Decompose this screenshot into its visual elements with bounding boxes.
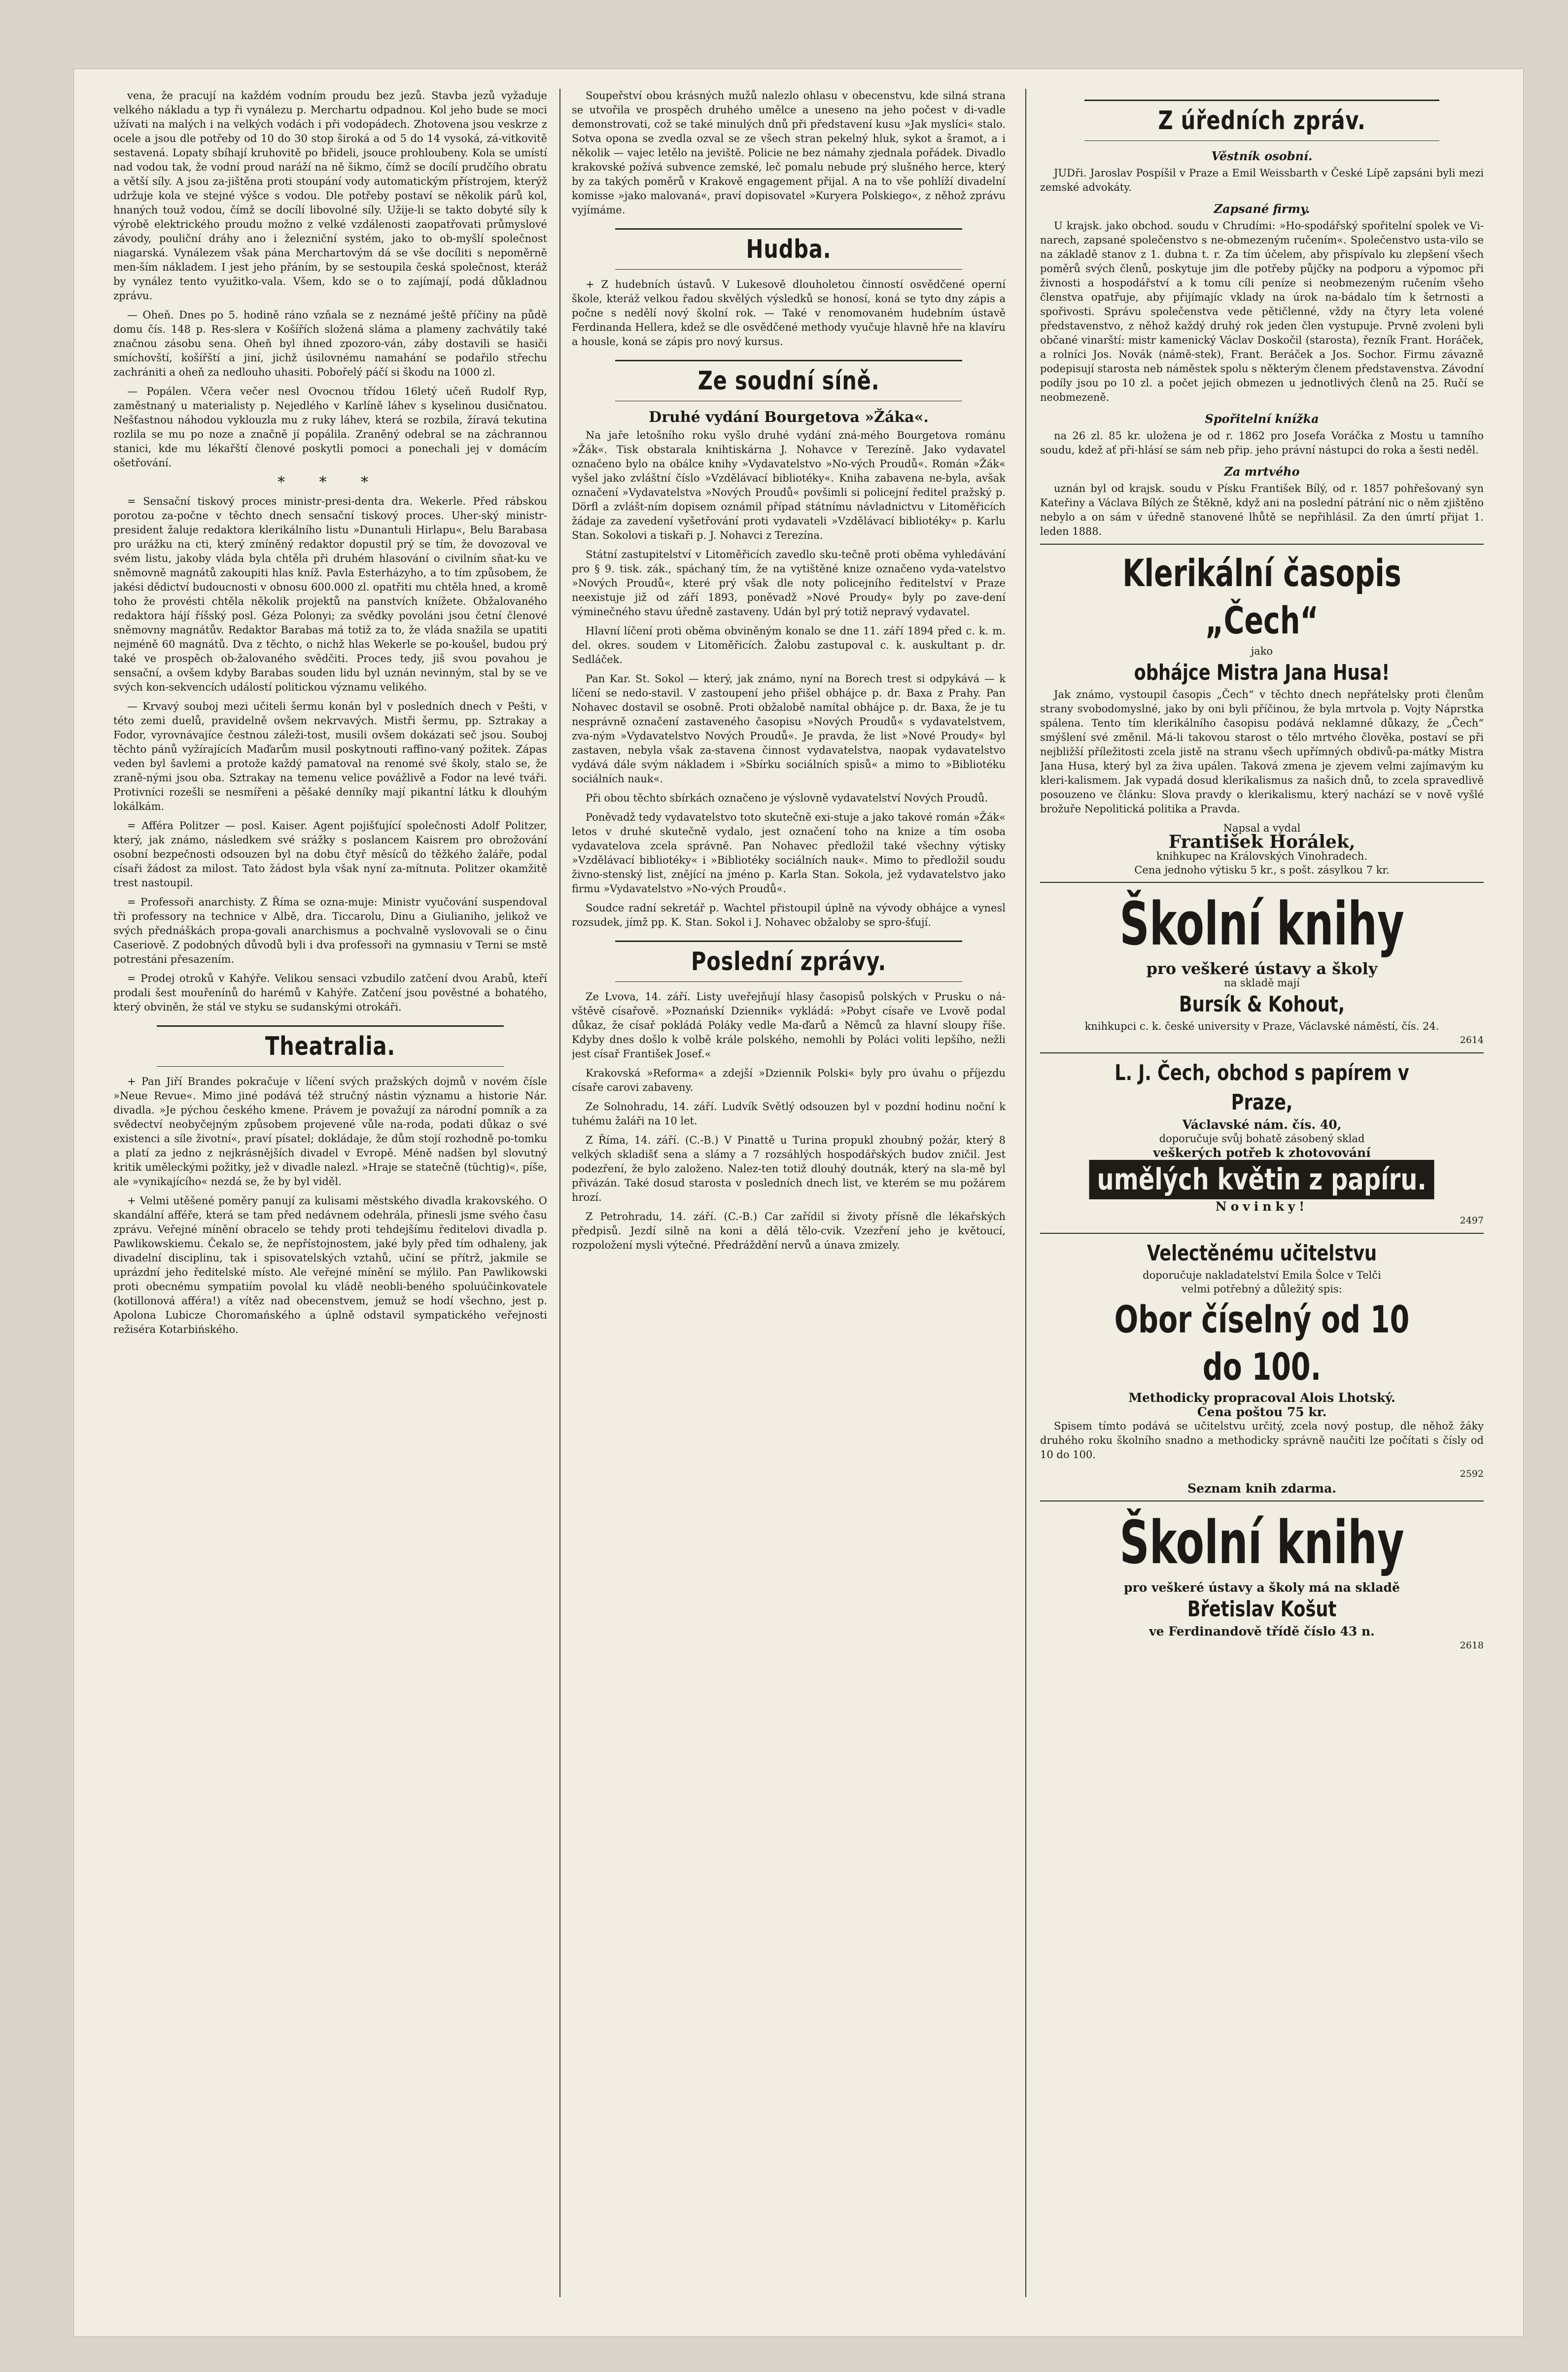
column-left: [113, 89, 547, 2307]
ad-school-books-1: [1040, 882, 1484, 1052]
ad-title: Školní knihy: [1119, 890, 1404, 959]
ad-text: Jak známo, vystoupil časopis „Čech“ v těchto dnech nepřátelsky proti členům strany svobodomyslné, jako by oni byli příčinou, že byla mrtvola p. Vojty Náprstka spálena. Tento tím klerikálního časopisu podává neklamné důkazy, že „Čech“ smýšlení své změnil. Má-li takovou starost o tělo mrtvého člověka, postaví se při nejbližší příležitosti zcela jistě na stranu všech upřímných obdivů-pa-mátky Mistra Jana Husa, který byl za živa upálen. Taková zmena je zjevem velmi zajímavým ku kleri-kalismem. Jak vypadá dosud klerikalismus za našich dnů, to zcela spravedlivě posouzeno ve článku: Slova pravdy o klerikalismu, který nachází se v nově vyšlé brožuře Nepolitická politika a Pravda.: [1040, 689, 1484, 815]
ad-number: 2592: [1460, 1468, 1484, 1479]
ad-line: knihkupec na Královských Vinohradech.: [1156, 850, 1368, 862]
ad-line: veškerých potřeb k zhotovování: [1153, 1146, 1371, 1160]
latest-petersburg: Z Petrohradu, 14. září. (C.-B.) Car zařídil si životy přísně dle lékařských předpisů. Jezdí silně na koni a dělá tělo-cvik. Vzezření jeho je květoucí, rozpoložení mysli výtečné. Předráždění nervů a únava zmizely.: [572, 1211, 1006, 1251]
ad-firm: Bursík & Kohout,: [1179, 992, 1345, 1017]
ad-subtitle: pro veškeré ústavy a školy má na skladě: [1124, 1580, 1400, 1595]
column-right: [1040, 89, 1484, 2307]
theatre-brandes: + Pan Jiří Brandes pokračuje v líčení svých pražských dojmů v novém čísle »Neue Revue«. Mimo jiné podává též stručný nástin významu a historie Nár. divadla. »Je pýchou českého kmene. Právem je považují za národní pomník a za svědectví neobyčejným způsobem projevené vůle na-roda, podati důkaz o své existenci a síle životní«, praví písatel; dokládaje, že dům stojí rozhodně po-tomku a platí za jedno z nejkrásnějších divadel v Evropě. Méně nadšen byl slovutný kritik uměleckými požitky, jež v divadle nalezl. »Hraje se statečně (tüchtig)«, píše, ale »vynikajícího« nezdá se, že by byl viděl.: [113, 1076, 547, 1187]
official-text: U krajsk. jako obchod. soudu v Chrudími: »Ho-spodářský spořitelní spolek ve Vi-narech, zapsané společenstvo s ne-obmezeným ručením«. Společenstvo usta-vilo se na základě stanov z 1. dubna t. r. Za tím účelem, aby přispívalo ku zlepšení všech poměrů svých členů, poskytuje jim dle potřeby půjčky na podporu a výpomoc při živnosti a hospodářství a k tomu cíli peníze si neobmezeným ručením všeho členstva opatřuje, aby přijímajíc vklady na úrok na-bádalo tím k šetrnosti a spořivosti. Správu společenstva vede pětičlenné, vždy na čtyry leta volené představenstvo, z něhož každý druhý rok jeden člen vystupuje. Prvně zvoleni byli občané vinarští: mistr kamenický Václav Doskočil (starosta), řezník Frant. Horáček, a rolníci Jos. Novák (námě-stek), Frant. Beráček a Jos. Sochor. Firmu závazně podepisují starosta neb náměstek spolu s některým členem představenstva. Závodní podíly jsou po 10 zl. a počet jejich obmezen u jednotlivých členů na 25. Ručí se neobmezeně.: [1040, 220, 1484, 403]
music-schools: + Z hudebních ústavů. V Lukesově dlouholetou činností osvědčené operní škole, kteráž velkou řadou skvělých výsledků se honosí, koná se tyto dny zápis a počne s nedělí nový školní rok. — Také v renomovaném hudebním ústavě Ferdinanda Hellera, kdež se dle osvědčené methody vyučuje hlavně hře na klavíru a housle, koná se zápis pro nový kursus.: [572, 279, 1006, 348]
ad-line: velmi potřebný a důležitý spis:: [1182, 1283, 1342, 1295]
ad-price: Cena jednoho výtisku 5 kr., s pošt. zásylkou 7 kr.: [1134, 864, 1390, 876]
ad-line: doporučuje nakladatelství Emila Šolce v Telči: [1143, 1269, 1381, 1281]
ad-line: doporučuje svůj bohatě zásobený sklad: [1159, 1133, 1365, 1145]
latest-lvov: Ze Lvova, 14. září. Listy uveřejňují hlasy časopisů polských v Prusku o ná-vštěvě císařově. »Poznańskí Dziennik« vykládá: »Pobyt císaře ve Lvově podal důkaz, že císař pokládá Poláky vedle Ma-ďarů a Němců za hlavní sloupy říše. Kdyby dnes došlo k volbě krále polského, nemohli by Poláci voliti lepšího, nežli jest císař František Josef.«: [572, 991, 1006, 1060]
theatre-krakow: + Velmi utěšené poměry panují za kulisami městského divadla krakovského. O skandální afféře, která se tam před nedávnem odehrála, přinesli jsme svého času zprávu. Veřejné mínění obracelo se tehdy proti tehdejšímu ředitelovi divadla p. Pawlikowskiemu. Čekalo se, že nepřístojnostem, jaké byly před tím odhaleny, jak divadelní disciplinu, tak i spisovatelských vztahů, učiní se přítrž, jakmile se uprázdní jeho ředitelské místo. Ale veřejné mínění se mýlilo. Pan Pawlikowski proti obecnému sympatiím povolal ku vládě neobli-beného spoluúčinkovatele (kotillonová afféra!) a vítěz nad obecenstvem, jemuž se hodí všechno, jest p. Apolona Lubicze Choromańského a úplně odstavil sympatického veřejnosti režiséra Kotarbińského.: [113, 1195, 547, 1335]
ad-banner: umělých květin z papíru.: [1089, 1160, 1434, 1199]
ad-school-books-2: [1040, 1500, 1484, 1658]
court-text: Při obou těchto sbírkách označeno je výslovně vydavatelství Nových Proudů.: [586, 792, 988, 804]
ad-line: na skladě mají: [1224, 977, 1300, 989]
latest-rome: Z Říma, 14. září. (C.-B.) V Pinattě u Turina propukl zhoubný požár, který 8 velkých skladišť sena a slámy a 7 rozsáhlých hospodářských budov zničil. Jest podezření, že bylo založeno. Nalez-ten totiž dlouhý doutnák, který na sla-mě byl přivázán. Také dosud starosta v posledních dnech list, ve kterém se mu požárem hrozí.: [572, 1134, 1006, 1203]
news-fire: — Oheň. Dnes po 5. hodině ráno vzňala se z neznámé ještě příčiny na půdě domu čís. 148 p. Res-slera v Košířích složená sláma a plameny zachvátily také značnou zásobu sena. Oheň byl ihned zpozoro-ván, záby dostavili se hasiči smíchovští, košířští a jiní, jichž úsilovnému namahání se podařilo střechu zachrániti a oheň za nedlouho uhasiti. Pobořelý páčí si škodu na 1000 zl.: [113, 309, 547, 378]
ad-text: Spisem tímto podává se učitelstvu určitý, zcela nový postup, dle něhož žáky druhého roku školního snadno a methodicky správně naučiti lze počítati s čísly od 10 do 100.: [1040, 1420, 1484, 1461]
ad-address: knihkupci c. k. české university v Praze, Václavské náměstí, čís. 24.: [1084, 1020, 1439, 1032]
heading-dead: Za mrtvého: [1224, 464, 1300, 479]
news-wekerle: = Sensační tiskový proces ministr-presi-denta dra. Wekerle. Před rábskou porotou za-počne v těchto dnech sensační tiskový proces. Uher-ský ministr-president žaluje redaktora klerikálního listu »Dunantuli Hirlapu«, Belu Barabasa pro urážku na cti, který zmíněný redaktor dopustil prý se tím, že dovozoval ve svém listu, jakoby vláda byla chtěla při druhém hlasování o civilním sňat-ku ve sněmovně magnátů zakoupiti hlas kníž. Pavla Esterházyho, a to tím způsobem, že jakési dědictví budoucnosti v obnosu 600.000 zl. opatřiti mu chtěla hned, a kromě toho že provésti chtěla několik projektů na panstvích knížete. Obžalovaného redaktora hájí říšský posl. Géza Polonyi; za svědky povoláni jsou četní členové sněmovny magnátův. Redaktor Barabas má totiž za to, že vláda snažila se upatiti nejméně 60 magnátů. Dva z těchto, o nichž hlas Wekerle se po-koušel, budou prý také ve prospěch ob-žalovaného svědčiti. Proces tedy, jiš svou povahou je sensační, a ovšem kdyby Barabas souden lidu byl uznán nevinným, stal by se ve svých kon-sekvencích událostí politickou významu velikého.: [113, 495, 547, 693]
heading-personal: Věstník osobní.: [1211, 149, 1313, 163]
court-text: Poněvadž tedy vydavatelstvo toto skutečně exi-stuje a jako takové román »Žák« letos v druhé skutečně vydalo, jest označení toho na knize a tím osoba vydavatelova zcela správně. Pan Nohavec předložil také všechny výtisky »Vzdělávací bibliotéky« i »Bibliotéky sociálních nauk«. Mimo to předložil soudu živno-stenský list, znějící na jméno p. Karla Stan. Sokola, jež vydavatelstvo jako firmu »Vydavatelstvo »No-vých Proudů«.: [572, 811, 1006, 895]
ad-address: Václavské nám. čís. 40,: [1182, 1117, 1342, 1132]
ad-paper-shop: [1040, 1052, 1484, 1233]
column-rule: [559, 89, 560, 2297]
ad-title: Klerikální časopis „Čech“: [1122, 551, 1401, 642]
section-title-music: Hudba.: [615, 228, 962, 270]
section-title-official: Z úředních zpráv.: [1084, 100, 1439, 141]
court-text: Na jaře letošního roku vyšlo druhé vydání zná-mého Bourgetova románu »Žák«. Tisk obstarala knihtiskárna J. Nohavce v Terezíně. Jako vydavatel označeno bylo na obálce knihy »Vydavatelstvo »No-vých Proudů«. Román »Žák« vyšel jako zvláštní číslo »Vzdělávací bibliotéky«. Kniha zabavena ne-byla, avšak označení »Vydavatelstva »Nových Proudů« povšimli si policejní ředitel pražský p. Dörfl a zvlášt-ním dopisem oznámil případ státnímu návladnictvu v Litoměřicích žádaje za zavedení vyšetřování proti vydavateli »Vzdělávací bibliotéky« p. Karlu Stan. Sokolovi a tiskaři p. J. Nohavci z Terezína.: [572, 429, 1006, 541]
ad-price: Cena poštou 75 kr.: [1197, 1405, 1327, 1419]
court-text: Hlavní líčení proti oběma obviněným konalo se dne 11. září 1894 před c. k. m. del. okres. soudem v Litoměřicích. Žalobu zastupoval c. k. auskultant p. dr. Sedláček.: [572, 625, 1006, 665]
ad-title: L. J. Čech, obchod s papírem v Praze,: [1115, 1060, 1409, 1115]
column-middle: [572, 89, 1006, 2307]
latest-salzburg: Ze Solnohradu, 14. září. Ludvík Světlý odsouzen byl v pozdní hodinu noční k tuhému žaláři na 10 let.: [572, 1101, 1006, 1127]
theatre-krakow-cont: Soupeřství obou krásných mužů nalezlo ohlasu v obecenstvu, kde silná strana se utvořila ve prospěch druhého umělce a uneseno na jeho počest v di-vadle demonstrovati, což se také minulých dnů při představení kusu »Jak myslíci« stalo. Sotva opona se zvedla ozval se ze všech stran pekelný hluk, sykot a šramot, a i několik — vajec letělo na jeviště. Policie ne bez námahy zjednala pořádek. Divadlo krakovské požívá subvence zemské, leč pomalu nebude prý slušného herce, který by za takých poměrů v Krakově engagement přijal. A na to vše pohlíží divadelní komisse »jako malovaná«, praví dopisovatel »Kuryera Polskiego«, z něhož zprávu vyjímáme.: [572, 90, 1006, 216]
ad-cech: [1040, 544, 1484, 882]
latest-krakow: Krakovská »Reforma« a zdejší »Dziennik Polski« byly pro úvahu o příjezdu císaře carovi zabaveny.: [572, 1067, 1006, 1093]
ad-number: 2618: [1460, 1640, 1484, 1651]
ad-number: 2614: [1460, 1035, 1484, 1046]
news-burned: — Popálen. Včera večer nesl Ovocnou třídou 16letý učeň Rudolf Ryp, zaměstnaný u materialisty p. Nejedlého v Karlíně láhev s kyselinou dusičnatou. Nešťastnou náhodou vyklouzla mu z ruky láhev, která se rozbila, žíravá tekutina rozlila se mu po noze a značně jí popálila. Zraněný odebral se na záchrannou stanici, kde mu lékařští členové poskytli pomoci a ponechali jej v domácím ošetřování.: [113, 385, 547, 469]
official-text: na 26 zl. 85 kr. uložena je od r. 1862 pro Josefa Voráčka z Mostu u tamního soudu, kdež ať při-hlásí se sám neb přip. jeho právní nástupci do roka a šesti neděl.: [1040, 430, 1484, 456]
heading-firms: Zapsané firmy.: [1214, 202, 1310, 216]
ad-line: Novinky!: [1215, 1199, 1309, 1214]
article-text: vena, že pracují na každém vodním proudu bez jezů. Stavba jezů vyžaduje velkého nákladu a typ ři vynálezu p. Merchartu odpadnou. Kol jeho bude se moci užívati na malých i na velkých vodách i při vodopádech. Zhotovena jsou veskrze z ocele a jsou dle potřeby od 10 do 30 stop široká a od 5 do 14 vysoká, zá-vitkovitě sestavená. Lopaty sbíhají kruhovitě po břideli, jsouce prohloubeny. Kola se umístí nad vodou tak, že vodní proud naráží na ně šikmo, čímž se docílí prudčího obratu a větší síly. A jsou za-jištěna proti stoupání vody automatickým přístrojem, kterýž udržuje kola ve stejné výšce s vodou. Dle potřeby postaví se několik párů kol, hnaných touž vodou, čímž se docílí libovolné síly. Užije-li se takto dobyté síly k výrobě elektrického proudu možno z velké vzdálenosti zaopatřovati průmyslové závody, pouliční dráhy ano i železniční systém, jako to ob-myšlí společnost niagarská. Vynálezem však pána Merchartovým dá se vše docíliti s nepoměrně men-ším nákladem. I jest jeho přáním, by se sestoupila česká společnost, kteráž by vynález tento využitko-vala. Všem, kdo se o to zajímají, podá důkladnou zprávu.: [113, 90, 547, 302]
official-text: uznán byl od krajsk. soudu v Písku František Bílý, od r. 1857 pohřešovaný syn Kateřiny a Václava Bílých ze Štěkně, když ani na poslední pátrání nic o něm zjištěno nebylo a on sám v úředně stanovené lhůtě se nepřihlásil. Za den úmrtí přijat 1. leden 1888.: [1040, 483, 1484, 537]
ad-title: Školní knihy: [1119, 1509, 1404, 1577]
court-text: Pan Kar. St. Sokol — který, jak známo, nyní na Borech trest si odpykává — k líčení se nedo-stavil. V zastoupení jeho přišel obhájce p. dr. Baxa z Prahy. Pan Nohavec dostavil se osobně. Proti obžalobě namítal obhájce p. dr. Baxa, že je tu nesprávně označení zastaveného časopisu »Nových Proudů« s vydavatelstvem, zva-ným »Vydavatelstvo Nových Proudů«. Je pravda, že list »Nové Proudy« byl zastaven, nebyla však za-stavena činnost vydavatelstva, naopak vydavatelstvo vydává dále svým nákladem i »Sbírku sociálních spisů« a mimo to »Bibliotéku sociálních nauk«.: [572, 673, 1006, 785]
ad-subtitle: pro veškeré ústavy a školy: [1146, 959, 1378, 978]
news-professors: = Professoři anarchisty. Z Říma se ozna-muje: Ministr vyučování suspendoval tři professory na technice v Albě, dra. Ticcarolu, Dinu a Giulianiho, jelikož ve svých přednáškách propa-govali anarchismus a pochvalně vyslovovali se o činu Caseriově. Z podobných důvodů byli i dva professoři na gymnasiu v Terni se mstě potrestáni přesazením.: [113, 896, 547, 965]
ad-teachers: [1040, 1233, 1484, 1500]
news-slaves: = Prodej otroků v Kahýře. Velikou sensaci vzbudilo zatčení dvou Arabů, kteří prodali šest mouřenínů do harémů v Kahýře. Zatčení jsou pověstné a bohatého, který obviněn, že stál ve styku se sudanskými otrokáři.: [113, 973, 547, 1013]
newspaper-page: [74, 69, 1523, 2337]
news-politzer: = Afféra Politzer — posl. Kaiser. Agent pojišťující společnosti Adolf Politzer, který, jak známo, následkem své srážky s poslancem Kaisrem pro obrožování osobní bezpečnosti odsouzen byl na dobu čtyř měsíců do těžkého žaláře, podal císaři žádost za milost. Tato žádost byla však nyní za-mítnuta. Politzer okamžitě trest nastoupil.: [113, 820, 547, 889]
column-rule: [1025, 89, 1026, 2297]
heading-savings: Spořitelní knížka: [1205, 412, 1319, 426]
ad-line: Napsal a vydal: [1223, 822, 1301, 834]
ad-author: František Horálek,: [1168, 832, 1356, 852]
ad-number: 2497: [1460, 1215, 1484, 1226]
news-duel: — Krvavý souboj mezi učiteli šermu konán byl v posledních dnech v Pešti, v této zemi duelů, pravidelně ovšem nekrvavých. Mistři šermu, pp. Sztrakay a Fodor, vyrovnávajíce čestnou záleži-tost, musili ovšem dokázati seč jsou. Souboj těchto pánů vyžírajících Maďarům musil poskytnouti raffino-vaný požitek. Zápas veden byl šavlemi a protože každý pamatoval na renomé své školy, stalo se, že zraně-nými jsou oba. Sztrakay na temenu velice povážlivě a Fodor na levé tváři. Protivníci rozešli se nesmířeni a pěšaké denníky mají pikantní látku k dlouhým lokálkám.: [113, 700, 547, 812]
court-text: Státní zastupitelství v Litoměřicích zavedlo sku-tečně proti oběma vyhledávání pro § 9. tisk. zák., spáchaný tím, že na vytištěné knize označeno vyda-vatelstvo »Nových Proudů«, které prý však dle noty policejního ředitelství v Praze neexistuje již od září 1893, poněvadž »Nové Proudy« byly po zave-dení výminečného stavu úředně zastaveny. Udán byl prý totiž nepravý vydavatel.: [572, 549, 1006, 618]
ad-title: Velectěnému učitelstvu: [1147, 1241, 1377, 1266]
official-text: JUDři. Jaroslav Pospíšil v Praze a Emil Weissbarth v České Lípě zapsáni byli mezi zemské advokáty.: [1040, 167, 1484, 193]
court-text: Soudce radní sekretář p. Wachtel přistoupil úplně na vývody obhájce a vynesl rozsudek, jímž pp. K. Stan. Sokol i J. Nohavec obžaloby se spro-šťují.: [572, 902, 1006, 928]
section-title-latest-news: Poslední zprávy.: [615, 941, 962, 982]
separator-stars: * * *: [277, 474, 383, 491]
section-title-theatralia: Theatralia.: [157, 1025, 504, 1067]
ad-subtitle: obhájce Mistra Jana Husa!: [1134, 660, 1390, 685]
ad-address: ve Ferdinandově třídě číslo 43 n.: [1149, 1624, 1375, 1639]
ad-line: Seznam knih zdarma.: [1187, 1481, 1336, 1496]
court-headline: Druhé vydání Bourgetova »Žáka«.: [649, 409, 929, 426]
ad-firm: Břetislav Košut: [1187, 1597, 1337, 1622]
section-title-court: Ze soudní síně.: [615, 360, 962, 401]
ad-author: Methodicky propracoval Alois Lhotský.: [1128, 1391, 1395, 1405]
ad-book-title: Obor číselný od 10 do 100.: [1114, 1297, 1410, 1389]
ad-line: jako: [1251, 645, 1273, 657]
